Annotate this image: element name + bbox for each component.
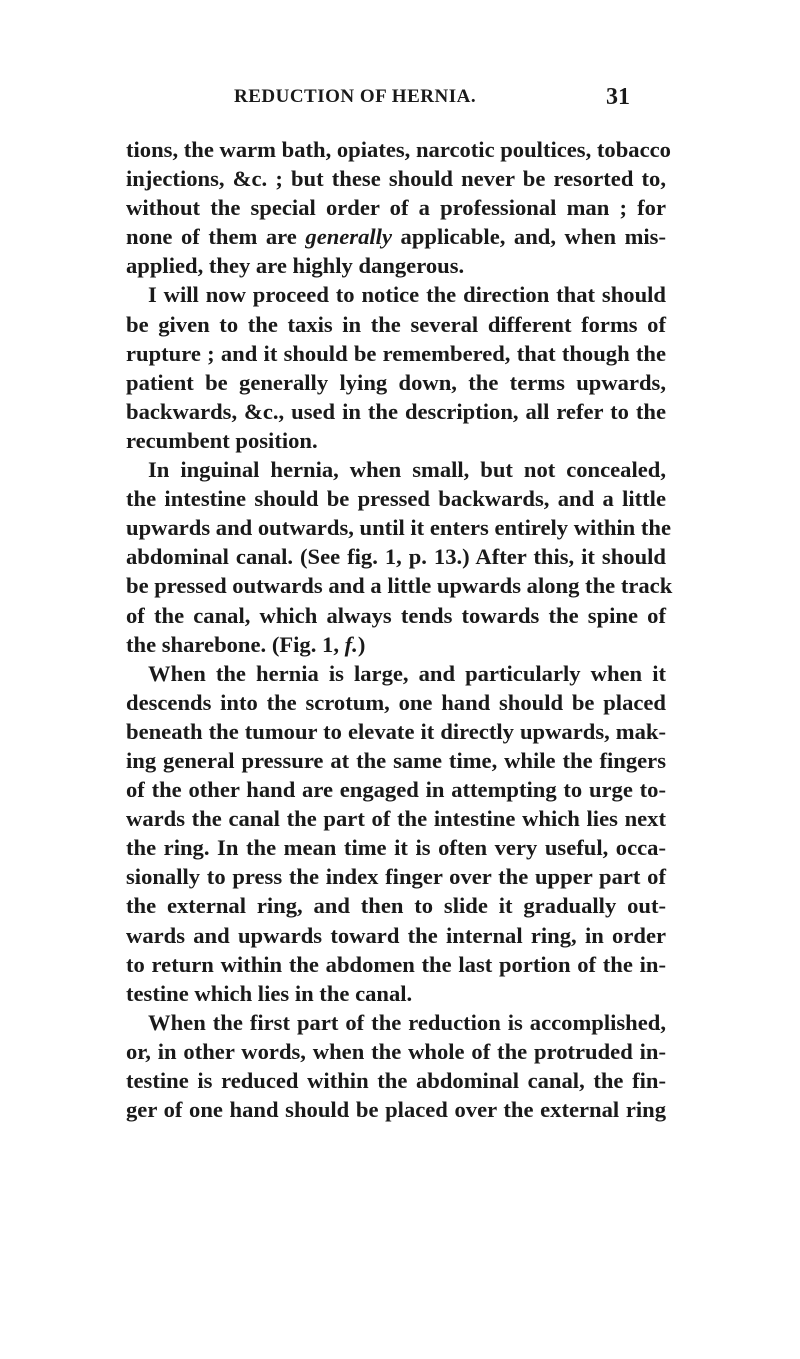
text-line: ing general pressure at the same time, while the fingers bbox=[126, 747, 666, 773]
text-line: be given to the taxis in the several different forms of bbox=[126, 311, 666, 337]
text-line: none of them are generally applicable, and, when mis- bbox=[126, 224, 666, 250]
text-line: to return within the abdomen the last portion of the in- bbox=[126, 951, 666, 977]
text-line: When the first part of the reduction is accomplished, bbox=[148, 1009, 666, 1035]
emphasis: f. bbox=[344, 631, 358, 657]
text-line: tions, the warm bath, opiates, narcotic poultices, tobacco bbox=[126, 137, 671, 162]
emphasis: generally bbox=[305, 224, 392, 250]
text-line: In inguinal hernia, when small, but not concealed, bbox=[148, 457, 666, 483]
text-line: the ring. In the mean time it is often very useful, occa- bbox=[126, 835, 666, 861]
text-line: of the canal, which always tends towards the spine of bbox=[126, 602, 666, 628]
text-line: upwards and outwards, until it enters entirely within the bbox=[126, 515, 672, 541]
page-number: 31 bbox=[606, 84, 630, 110]
text-line: descends into the scrotum, one hand should be placed bbox=[126, 689, 666, 715]
text-line: wards and upwards toward the internal ring, in order bbox=[126, 922, 666, 948]
text-line: testine which lies in the canal. bbox=[126, 980, 413, 1006]
text-line: the external ring, and then to slide it gradually out- bbox=[126, 893, 666, 919]
text-line: injections, &c. ; but these should never be resorted to, bbox=[126, 166, 666, 192]
text-line: the intestine should be pressed backwards, and a little bbox=[126, 486, 666, 512]
text-line: wards the canal the part of the intestine which lies next bbox=[126, 806, 666, 832]
text-line: be pressed outwards and a little upwards along the track bbox=[126, 573, 673, 599]
text-line: rupture ; and it should be remembered, that though the bbox=[126, 340, 666, 366]
text-line: beneath the tumour to elevate it directly upwards, mak- bbox=[126, 718, 666, 744]
body-text bbox=[126, 135, 673, 1124]
running-header-title: REDUCTION OF HERNIA. bbox=[234, 86, 477, 107]
text-line: I will now proceed to notice the direction that should bbox=[148, 282, 666, 308]
text-line: the sharebone. (Fig. 1, f.) bbox=[126, 631, 366, 657]
text-line: or, in other words, when the whole of the protruded in- bbox=[126, 1038, 666, 1064]
text-line: testine is reduced within the abdominal canal, the fin- bbox=[126, 1068, 666, 1093]
text-line: sionally to press the index finger over the upper part of bbox=[126, 864, 666, 890]
text-line: When the hernia is large, and particularly when it bbox=[148, 660, 666, 686]
running-header bbox=[0, 84, 800, 110]
text-line: abdominal canal. (See fig. 1, p. 13.) After this, it should bbox=[126, 544, 666, 570]
text-line: recumbent position. bbox=[126, 427, 318, 453]
text-line: patient be generally lying down, the terms upwards, bbox=[126, 369, 666, 395]
text-line: backwards, &c., used in the description, all refer to the bbox=[126, 398, 666, 424]
text-line: ger of one hand should be placed over the external ring bbox=[126, 1097, 666, 1123]
text-line: of the other hand are engaged in attempting to urge to- bbox=[126, 777, 666, 803]
text-line: without the special order of a professional man ; for bbox=[126, 195, 666, 221]
text-line: applied, they are highly dangerous. bbox=[126, 253, 465, 279]
